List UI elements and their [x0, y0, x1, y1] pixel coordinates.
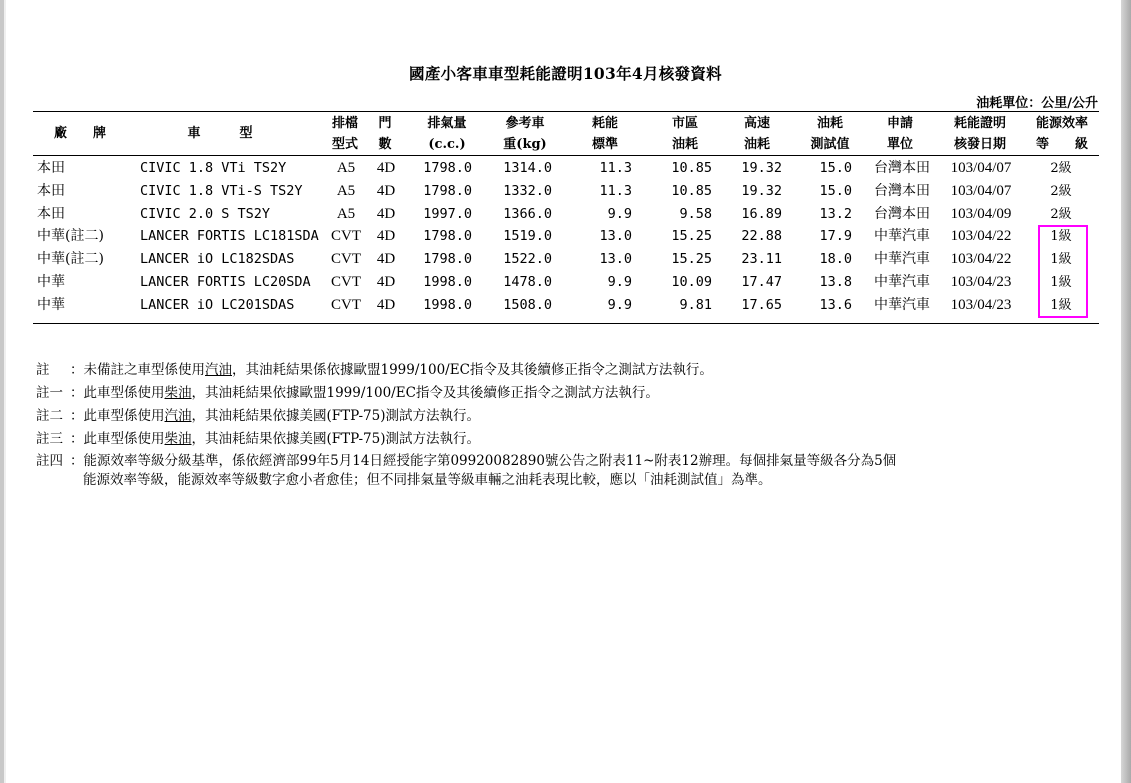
cell-test: 18.0: [819, 251, 852, 268]
cell-date: 103/04/09: [950, 205, 1012, 222]
header-disp: [414, 113, 480, 155]
cell-disp: 1997.0: [423, 205, 472, 222]
header-date-line1: 耗能證明: [953, 116, 1006, 131]
cell-brand: 中華(註二): [37, 251, 104, 268]
cell-doors: 4D: [376, 296, 396, 313]
cell-disp: 1798.0: [423, 228, 472, 245]
cell-hwy: 22.88: [741, 228, 782, 245]
header-doors-line2: 數: [378, 137, 392, 152]
cell-test: 15.0: [819, 160, 852, 176]
note-text: ：此車型係使用: [70, 408, 165, 424]
note-label: 註二: [36, 408, 63, 424]
cell-brand: 本田: [37, 182, 65, 199]
note-text-rest: ，其油耗結果依據歐盟1999/100/EC指令及其後續修正指令之測試方法執行。: [191, 385, 659, 401]
cell-brand: 中華: [37, 296, 65, 313]
cell-disp: 1798.0: [423, 182, 472, 199]
cell-std: 13.0: [599, 228, 632, 245]
note-label: 註四: [36, 453, 63, 469]
cell-hwy: 17.65: [741, 296, 782, 313]
cell-weight: 1314.0: [503, 160, 552, 176]
cell-app: 中華汽車: [874, 296, 930, 313]
cell-city: 10.09: [671, 274, 712, 290]
note-3: [36, 428, 480, 450]
cell-std: 11.3: [599, 160, 632, 176]
header-trans: [326, 113, 364, 155]
cell-weight: 1522.0: [503, 251, 552, 268]
cell-hwy: 17.47: [741, 274, 782, 290]
cell-date: 103/04/07: [950, 182, 1012, 199]
cell-model: LANCER FORTIS LC20SDA: [140, 274, 311, 290]
note-label: 註: [36, 362, 63, 378]
cell-hwy: 19.32: [741, 160, 782, 176]
cell-trans: CVT: [331, 228, 361, 245]
header-trans-line1: 排檔: [331, 116, 358, 131]
header-app: [872, 113, 928, 155]
note-text-rest: ，其油耗結果依據美國(FTP-75)測試方法執行。: [191, 408, 480, 424]
header-weight-line1: 參考車: [505, 116, 545, 131]
cell-trans: A5: [336, 205, 356, 222]
note-text: ：能源效率等級分級基準，係依經濟部99年5月14日經授能字第09920082890號公告之附表11~附表12辦理。每個排氣量等級各分為5個: [70, 453, 897, 469]
note-0: [36, 359, 713, 381]
table-top-rule: [33, 111, 1099, 112]
header-app-line1: 申請: [886, 116, 913, 131]
cell-model: CIVIC 2.0 S TS2Y: [140, 205, 271, 222]
cell-city: 15.25: [671, 228, 712, 245]
note-text: ：此車型係使用: [70, 385, 165, 401]
cell-app: 中華汽車: [874, 251, 930, 268]
cell-std: 9.9: [607, 274, 632, 290]
cell-std: 13.0: [599, 251, 632, 268]
unit-label: 油耗單位：公里/公升: [976, 96, 1098, 111]
cell-weight: 1332.0: [503, 182, 552, 199]
header-hwy: [728, 113, 786, 155]
cell-date: 103/04/23: [950, 274, 1012, 290]
cell-doors: 4D: [376, 274, 396, 290]
cell-date: 103/04/22: [950, 228, 1012, 245]
header-date-line2: 核發日期: [953, 137, 1006, 152]
cell-grade: 1級: [1050, 275, 1072, 290]
header-std-line2: 標準: [591, 137, 618, 152]
header-model: 車 型: [187, 126, 253, 141]
cell-hwy: 16.89: [741, 205, 782, 222]
cell-model: LANCER iO LC201SDAS: [140, 296, 295, 313]
cell-city: 9.58: [679, 205, 712, 222]
header-weight: [492, 113, 558, 155]
header-test-line1: 油耗: [816, 116, 843, 131]
cell-doors: 4D: [376, 182, 396, 199]
cell-brand: 中華(註二): [37, 228, 104, 245]
note-text: ：此車型係使用: [70, 431, 165, 447]
cell-trans: CVT: [331, 251, 361, 268]
cell-brand: 本田: [37, 205, 65, 222]
cell-trans: A5: [336, 160, 356, 176]
window-border-inner: [4, 0, 6, 783]
vertical-scrollbar[interactable]: [1121, 0, 1131, 783]
cell-test: 17.9: [819, 228, 852, 245]
cell-app: 中華汽車: [874, 274, 930, 290]
note-1: [36, 382, 659, 404]
note-label: 註三: [36, 431, 63, 447]
cell-weight: 1478.0: [503, 274, 552, 290]
cell-test: 13.8: [819, 274, 852, 290]
cell-std: 11.3: [599, 182, 632, 199]
cell-std: 9.9: [607, 296, 632, 313]
header-app-line2: 單位: [886, 137, 913, 152]
cell-city: 15.25: [671, 251, 712, 268]
cell-test: 15.0: [819, 182, 852, 199]
cell-weight: 1366.0: [503, 205, 552, 222]
header-brand: 廠 牌: [53, 126, 106, 141]
header-trans-line2: 型式: [331, 137, 358, 152]
cell-app: 中華汽車: [874, 228, 930, 245]
cell-grade: 1級: [1050, 297, 1072, 313]
cell-test: 13.6: [819, 296, 852, 313]
header-city-line2: 油耗: [671, 137, 698, 152]
grade-highlight-box: [1038, 225, 1088, 318]
table-header-rule: [33, 155, 1099, 156]
cell-trans: A5: [336, 182, 356, 199]
header-disp-line1: 排氣量: [427, 116, 467, 131]
note-fuel-type: 汽油: [205, 362, 232, 378]
cell-date: 103/04/23: [950, 296, 1012, 313]
header-doors: [369, 113, 401, 155]
cell-city: 10.85: [671, 182, 712, 199]
cell-weight: 1519.0: [503, 228, 552, 245]
cell-doors: 4D: [376, 228, 396, 245]
cell-disp: 1798.0: [423, 251, 472, 268]
header-grade: [1026, 113, 1098, 155]
cell-date: 103/04/22: [950, 251, 1012, 268]
cell-model: LANCER FORTIS LC181SDA: [140, 228, 319, 245]
cell-model: CIVIC 1.8 VTi TS2Y: [140, 160, 287, 176]
page-title: 國產小客車車型耗能證明103年4月核發資料: [409, 64, 722, 83]
header-disp-line2: (c.c.): [428, 137, 466, 152]
header-weight-line2: 重(kg): [503, 137, 547, 152]
cell-disp: 1798.0: [423, 160, 472, 176]
note-text: ：未備註之車型係使用: [70, 362, 205, 378]
note-fuel-type: 柴油: [164, 431, 192, 447]
table-bottom-rule: [33, 323, 1099, 324]
cell-doors: 4D: [376, 251, 396, 268]
cell-model: CIVIC 1.8 VTi-S TS2Y: [140, 182, 303, 199]
note-text-rest: ，其油耗結果依據美國(FTP-75)測試方法執行。: [191, 431, 480, 447]
cell-hwy: 23.11: [741, 251, 782, 268]
note-fuel-type: 柴油: [164, 385, 192, 401]
note-text-rest: ，其油耗結果係依據歐盟1999/100/EC指令及其後續修正指令之測試方法執行。: [232, 362, 713, 378]
cell-weight: 1508.0: [503, 296, 552, 313]
cell-doors: 4D: [376, 205, 396, 222]
header-std: [576, 113, 634, 155]
header-test-line2: 測試值: [810, 137, 850, 152]
cell-grade: 1級: [1050, 252, 1072, 268]
header-city: [656, 113, 714, 155]
cell-brand: 中華: [37, 274, 65, 290]
header-grade-line2: 等 級: [1035, 137, 1088, 152]
cell-trans: CVT: [331, 296, 361, 313]
cell-std: 9.9: [607, 205, 632, 222]
cell-grade: 2級: [1050, 161, 1072, 176]
note-fuel-type: 汽油: [164, 408, 192, 424]
header-hwy-line1: 高速: [743, 116, 770, 131]
cell-date: 103/04/07: [950, 160, 1012, 176]
cell-city: 9.81: [679, 296, 712, 313]
cell-disp: 1998.0: [423, 274, 472, 290]
header-doors-line1: 門: [378, 116, 392, 131]
cell-brand: 本田: [37, 160, 65, 176]
header-std-line1: 耗能: [591, 116, 618, 131]
note-label: 註一: [36, 385, 63, 401]
header-date: [942, 113, 1018, 155]
cell-trans: CVT: [331, 274, 361, 290]
cell-grade: 1級: [1050, 229, 1072, 245]
cell-app: 台灣本田: [874, 160, 930, 176]
cell-city: 10.85: [671, 160, 712, 176]
cell-disp: 1998.0: [423, 296, 472, 313]
cell-app: 台灣本田: [874, 205, 930, 222]
cell-test: 13.2: [819, 205, 852, 222]
cell-app: 台灣本田: [874, 182, 930, 199]
cell-grade: 2級: [1050, 206, 1072, 222]
note-2: [36, 405, 480, 427]
header-grade-line1: 能源效率: [1035, 116, 1088, 131]
cell-model: LANCER iO LC182SDAS: [140, 251, 295, 268]
header-city-line1: 市區: [671, 116, 698, 131]
cell-grade: 2級: [1050, 183, 1072, 199]
cell-hwy: 19.32: [741, 182, 782, 199]
note4-continuation: 能源效率等級，能源效率等級數字愈小者愈佳；但不同排氣量等級車輛之油耗表現比較，應以「油耗測試值」為準。: [83, 472, 772, 488]
header-hwy-line2: 油耗: [743, 137, 770, 152]
header-test: [800, 113, 860, 155]
cell-doors: 4D: [376, 160, 396, 176]
